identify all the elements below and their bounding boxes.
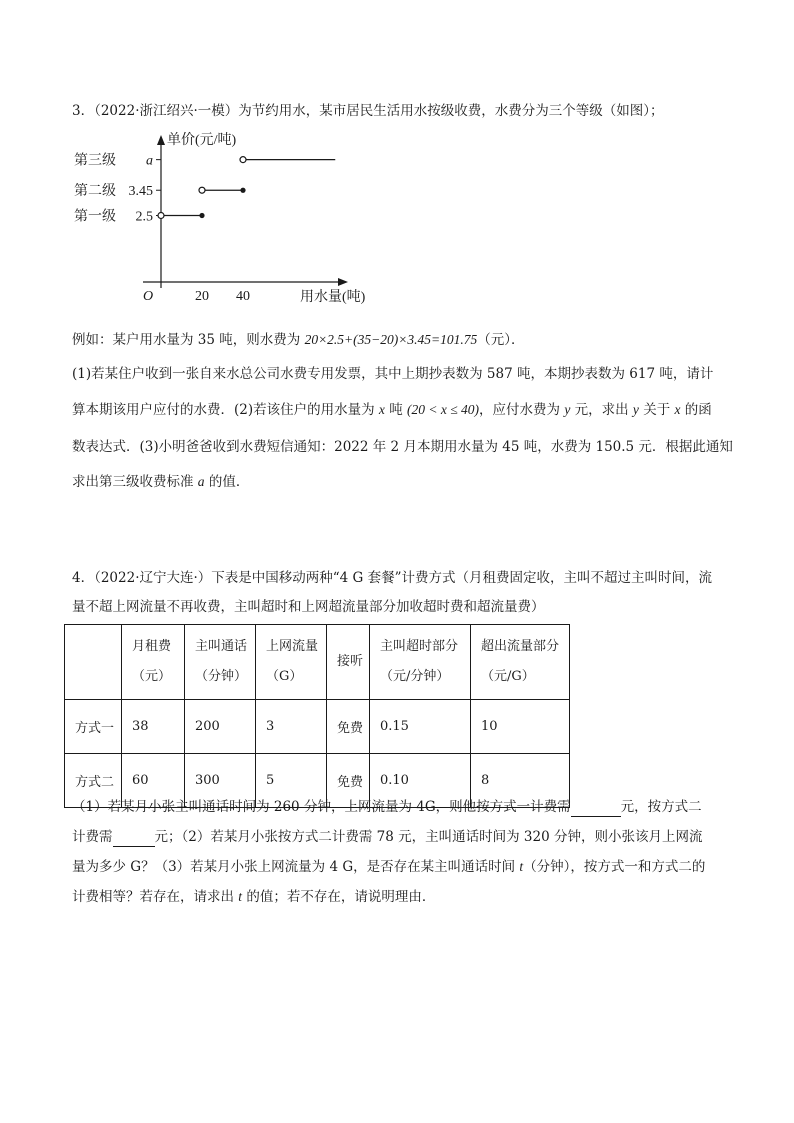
p2-var-y: y	[564, 402, 571, 417]
table-cell: 8	[471, 754, 570, 808]
open-endpoint	[199, 187, 205, 193]
header-line: （分钟）	[195, 669, 248, 684]
header-line: 超出流量部分	[481, 639, 560, 654]
closed-endpoint	[240, 188, 245, 193]
p2-var-x2: x	[674, 402, 681, 417]
table-cell: 0.15	[370, 700, 471, 754]
level-label: 第二级	[74, 184, 116, 200]
p2-range: (20 < x ≤ 40)	[407, 402, 480, 417]
open-endpoint	[158, 213, 164, 219]
p2-text-f: 的函	[680, 402, 712, 418]
a3-text-b: （分钟），按方式一和方式二的	[523, 859, 706, 875]
answer-blank-1[interactable]	[571, 816, 621, 817]
header-line: 上网流量	[266, 639, 319, 654]
water-price-chart	[68, 125, 388, 310]
q3-part4	[72, 472, 249, 492]
table-cell: 200	[185, 700, 256, 754]
header-line: （G）	[266, 669, 303, 684]
table-cell: 方式二	[65, 754, 122, 808]
level-label: 第一级	[74, 209, 116, 225]
p2-var-y2: y	[632, 402, 639, 417]
header-line: （元）	[132, 669, 172, 684]
y-tick-label: a	[146, 153, 153, 169]
origin-label: O	[143, 289, 154, 304]
header-line: 月租费	[132, 639, 172, 654]
example-prefix: 例如：某户用水量为 35 吨，则水费为	[72, 332, 305, 348]
package-table	[64, 624, 570, 808]
q4-answer-line3	[72, 857, 705, 877]
table-cell: 300	[185, 754, 256, 808]
header-cell	[327, 625, 370, 700]
a3-text-a: 量为多少 G？（3）若某月小张上网流量为 4 G，是否存在某主叫通话时间	[72, 859, 520, 875]
q4-line1: 4．（2022·辽宁大连·）下表是中国移动两种“4 G 套餐”计费方式（月租费固定收，主叫不超过主叫时间，流	[72, 570, 713, 586]
header-cell	[65, 625, 122, 700]
table-cell: 5	[256, 754, 327, 808]
q3-part1: (1)若某住户收到一张自来水总公司水费专用发票，其中上期抄表数为 587 吨，本期抄表数为 617 吨，请计	[72, 366, 714, 382]
header-line: （元/分钟）	[380, 669, 450, 684]
table-cell: 10	[471, 700, 570, 754]
a4-text-b: 的值；若不存在，请说明理由．	[242, 889, 436, 905]
level-label: 第三级	[74, 153, 116, 169]
x-tick-label: 20	[195, 289, 209, 304]
header-line: （元/G）	[481, 669, 535, 684]
p4-text-a: 求出第三级收费标准	[72, 474, 198, 490]
example-formula: 20×2.5+(35−20)×3.45=101.75	[304, 332, 478, 347]
p2-text-b: 吨	[384, 402, 408, 418]
a1-text-b: 元，按方式二	[620, 799, 702, 815]
q4-answer-line2	[72, 827, 702, 847]
header-line: 接听	[337, 654, 364, 669]
header-cell	[122, 625, 185, 700]
answer-blank-2[interactable]	[113, 846, 155, 847]
p2-text-d: 元，求出	[570, 402, 633, 418]
p4-text-b: 的值．	[204, 474, 250, 490]
q4-answer-line4	[72, 887, 435, 907]
q4-line2: 量不超上网流量不再收费，主叫超时和上网超流量部分加收超时费和超流量费）	[72, 599, 545, 615]
a3-var-t: t	[519, 859, 524, 874]
table-header-row	[65, 625, 570, 700]
y-tick-label: 2.5	[135, 209, 153, 225]
header-cell	[256, 625, 327, 700]
table-cell: 免费	[327, 754, 370, 808]
header-cell	[185, 625, 256, 700]
a2-text-a: 计费需	[72, 829, 113, 845]
p2-text-c: ，应付水费为	[479, 402, 565, 418]
y-axis-arrow	[157, 135, 165, 145]
q4-answer-line1	[72, 797, 702, 817]
q3-example	[72, 330, 524, 350]
y-axis-label: 单价(元/吨)	[167, 133, 237, 148]
header-line: 主叫通话	[195, 639, 248, 654]
header-line: 主叫超时部分	[380, 639, 459, 654]
y-tick-label: 3.45	[128, 184, 153, 200]
q3-header: 3．（2022·浙江绍兴·一模）为节约用水，某市居民生活用水按级收费，水费分为三个等级（如图）；	[72, 103, 664, 119]
table-cell: 0.10	[370, 754, 471, 808]
a4-var-t: t	[238, 889, 243, 904]
p2-var-x: x	[378, 402, 385, 417]
q3-part3: 数表达式．(3)小明爸爸收到水费短信通知：2022 年 2 月本期用水量为 45 吨，水费为 150.5 元．根据此通知	[72, 439, 733, 455]
table-row	[65, 700, 570, 754]
closed-endpoint	[199, 213, 204, 218]
a4-text-a: 计费相等？若存在，请求出	[72, 889, 239, 905]
table-cell: 方式一	[65, 700, 122, 754]
x-axis-arrow	[338, 278, 348, 286]
table-cell: 免费	[327, 700, 370, 754]
table-cell: 38	[122, 700, 185, 754]
x-axis-label: 用水量(吨)	[300, 290, 366, 305]
example-suffix: （元）．	[477, 332, 525, 348]
x-tick-label: 40	[236, 289, 250, 304]
q3-part2	[72, 400, 712, 420]
chart-group	[74, 132, 366, 305]
p2-text-a: 算本期该用户应付的水费．(2)若该住户的用水量为	[72, 402, 379, 418]
open-endpoint	[240, 157, 246, 163]
table-cell: 3	[256, 700, 327, 754]
header-cell	[370, 625, 471, 700]
a1-text-a: （1）若某月小张主叫通话时间为 260 分钟，上网流量为 4G，则他按方式一计费需	[72, 799, 571, 815]
header-cell	[471, 625, 570, 700]
table-cell: 60	[122, 754, 185, 808]
p2-text-e: 关于	[638, 402, 675, 418]
p4-var-a: a	[197, 474, 205, 489]
a2-text-b: 元；（2）若某月小张按方式二计费需 78 元，主叫通话时间为 320 分钟，则小张该月上网流	[154, 829, 703, 845]
